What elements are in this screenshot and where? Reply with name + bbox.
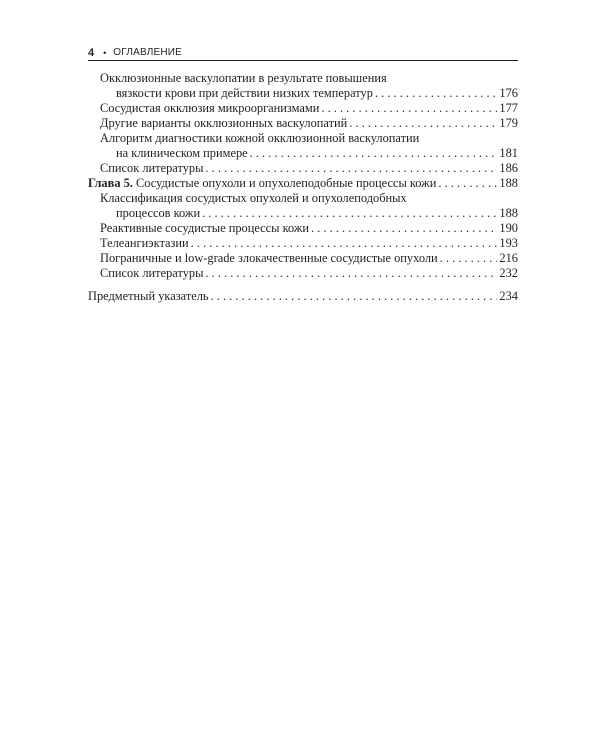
toc-entry-text: Классификация сосудистых опухолей и опухолеподобных [100, 191, 407, 205]
dot-leader [440, 251, 498, 266]
dot-leader [375, 86, 497, 101]
toc-page-number: 181 [499, 146, 518, 160]
toc-entry-classification[interactable] [88, 191, 518, 221]
toc-entry-reactive-processes[interactable] [88, 221, 518, 236]
toc-entry-borderline-tumors[interactable] [88, 251, 518, 266]
toc-entry-other-variants[interactable] [88, 116, 518, 131]
running-header [88, 44, 518, 61]
dot-leader [205, 266, 497, 281]
dot-leader [211, 289, 498, 304]
toc-page-number: 234 [499, 289, 518, 303]
toc-entry-microorganisms[interactable] [88, 101, 518, 116]
toc-page-number: 232 [499, 266, 518, 280]
toc-entry-occlusive-cold[interactable] [88, 71, 518, 101]
toc-entry-text: Сосудистые опухоли и опухолеподобные процессы кожи [136, 176, 437, 190]
running-title: ОГЛАВЛЕНИЕ [113, 47, 183, 58]
toc-subject-index[interactable] [88, 289, 518, 304]
toc-entry-text: вязкости крови при действии низких температур [116, 86, 373, 100]
toc-entry-text: Реактивные сосудистые процессы кожи [100, 221, 310, 235]
dot-leader [311, 221, 497, 236]
toc-page-number: 179 [499, 116, 518, 130]
toc-entry-text: Пограничные и low-grade злокачественные сосудистые опухоли [100, 251, 438, 265]
toc-entry-text: Сосудистая окклюзия микроорганизмами [100, 101, 320, 115]
toc-entry-text: Алгоритм диагностики кожной окклюзионной васкулопатии [100, 131, 420, 145]
toc-chapter-5[interactable] [88, 176, 518, 191]
toc-entry-text: Телеангиэктазии [100, 236, 189, 250]
dot-leader [349, 116, 497, 131]
page-number: 4 [88, 47, 95, 59]
toc-entry-telangiectasia[interactable] [88, 236, 518, 251]
toc-entry-text: Список литературы [100, 266, 204, 280]
dot-leader [321, 101, 497, 116]
toc-page-number: 186 [499, 161, 518, 175]
toc-entry-references-ch5[interactable] [88, 266, 518, 281]
toc-entry-references-ch4[interactable] [88, 161, 518, 176]
toc-entry-text: Окклюзионные васкулопатии в результате повышения [100, 71, 387, 85]
table-of-contents [88, 71, 518, 304]
toc-entry-text: на клиническом примере [116, 146, 248, 160]
toc-entry-text: Список литературы [100, 161, 204, 175]
toc-page-number: 176 [499, 86, 518, 100]
toc-page-number: 190 [499, 221, 518, 235]
toc-page-number: 188 [499, 206, 518, 220]
toc-entry-text: Предметный указатель [88, 289, 209, 303]
toc-entry-diagnostic-algorithm[interactable] [88, 131, 518, 161]
toc-entry-text: процессов кожи [116, 206, 201, 220]
chapter-label: Глава 5. [88, 176, 133, 190]
toc-page-number: 177 [499, 101, 518, 115]
dot-leader [250, 146, 498, 161]
toc-entry-text: Другие варианты окклюзионных васкулопатий [100, 116, 348, 130]
dot-leader [191, 236, 498, 251]
dot-leader [205, 161, 497, 176]
toc-page-number: 193 [499, 236, 518, 250]
toc-page-number: 216 [499, 251, 518, 265]
header-bullet: • [103, 48, 107, 58]
dot-leader [202, 206, 497, 221]
toc-page-number: 188 [499, 176, 518, 190]
dot-leader [438, 176, 497, 191]
